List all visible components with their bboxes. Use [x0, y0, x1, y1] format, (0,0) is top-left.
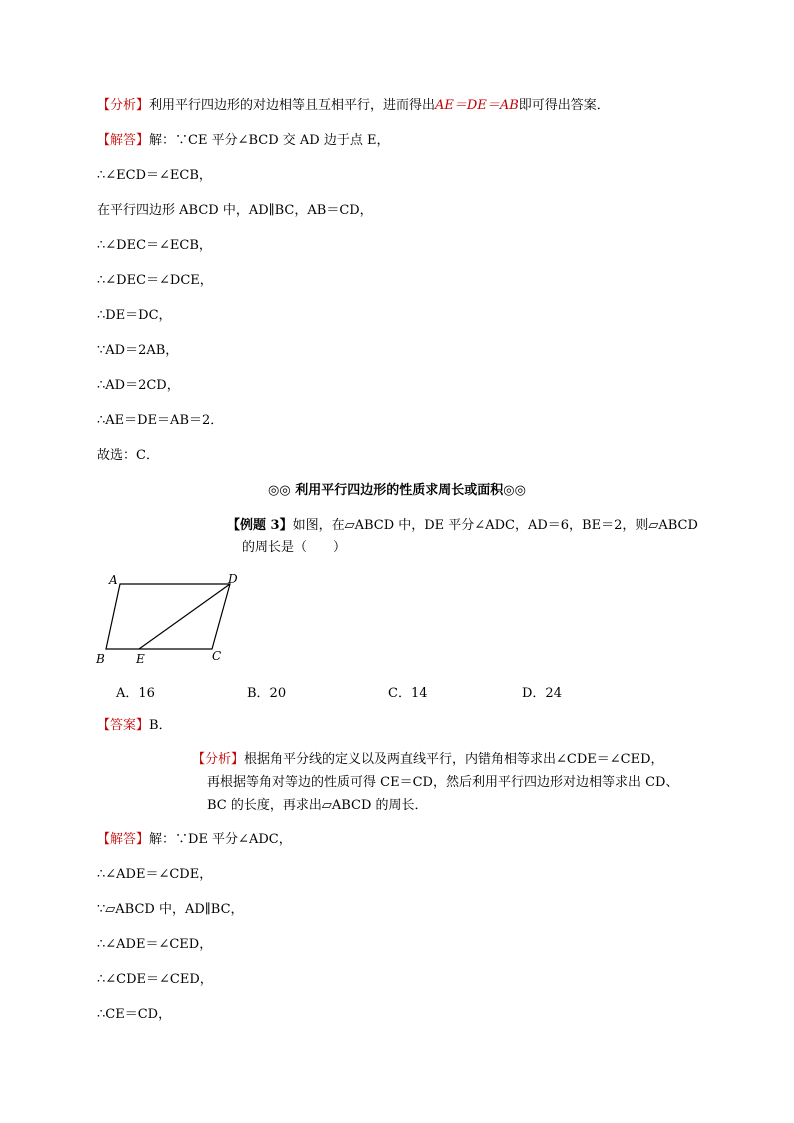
solution-1-line: ∴∠DEC＝∠DCE， — [97, 273, 213, 288]
solution-1-line: ∴∠ECD＝∠ECB， — [97, 168, 212, 183]
option-a: A．16 — [116, 686, 155, 701]
analysis-text: 根据角平分线的定义以及两直线平行，内错角相等求出∠CDE＝∠CED， — [244, 752, 664, 767]
example-text: 如图，在▱ABCD 中，DE 平分∠ADC，AD＝6，BE＝2，则▱ABCD — [292, 518, 698, 533]
solution-1-line: ∴AE＝DE＝AB＝2． — [97, 413, 224, 428]
solution-tag: 【解答】 — [97, 832, 150, 847]
analysis-expression: AE＝DE＝AB — [435, 98, 519, 113]
solution-tag: 【解答】 — [97, 133, 150, 148]
solution-2-line: ∴∠ADE＝∠CDE， — [97, 867, 213, 882]
option-b: B．20 — [247, 686, 287, 701]
label-e: E — [136, 652, 145, 666]
label-c: C — [212, 649, 222, 663]
label-b: B — [96, 652, 105, 666]
parallelogram-abcd — [106, 584, 230, 649]
segment-de — [139, 584, 230, 649]
analysis-tag: 【分析】 — [192, 752, 245, 767]
solution-1-first — [97, 132, 389, 150]
solution-2-line: ∵▱ABCD 中，AD∥BC， — [97, 902, 244, 917]
analysis-text-a: 利用平行四边形的对边相等且互相平行，进而得出 — [149, 98, 436, 113]
label-d: D — [228, 572, 238, 586]
solution-1-line: ∴DE＝DC， — [97, 308, 172, 323]
solution-text: 解：∵DE 平分∠ADC， — [149, 832, 292, 847]
answer — [97, 717, 172, 735]
analysis-2-line-1 — [192, 751, 664, 769]
solution-1-line: 故选：C． — [97, 448, 159, 463]
solution-2-first — [97, 831, 292, 849]
example-3-line-2: 的周长是（ ） — [242, 540, 347, 555]
solution-1-line: ∴∠DEC＝∠ECB， — [97, 238, 212, 253]
example-3-line-1 — [227, 517, 698, 535]
label-a: A — [109, 573, 118, 587]
answer-text: B． — [149, 718, 172, 733]
solution-2-line: ∴∠CDE＝∠CED， — [97, 972, 213, 987]
option-d: D．24 — [522, 686, 562, 701]
parallelogram-figure — [92, 568, 252, 668]
analysis-2-line-2: 再根据等角对等边的性质可得 CE＝CD，然后利用平行四边形对边相等求出 CD、 — [207, 775, 679, 790]
option-c: C．14 — [388, 686, 428, 701]
solution-1-line: ∵AD＝2AB， — [97, 343, 179, 358]
solution-2-line: ∴∠ADE＝∠CED， — [97, 937, 213, 952]
analysis-1 — [97, 97, 610, 115]
solution-1-line: ∴AD＝2CD， — [97, 378, 180, 393]
solution-text: 解：∵CE 平分∠BCD 交 AD 边于点 E， — [149, 133, 390, 148]
solution-2-line: ∴CE＝CD， — [97, 1007, 172, 1022]
solution-1-line: 在平行四边形 ABCD 中，AD∥BC，AB＝CD， — [97, 203, 373, 218]
analysis-2-line-3: BC 的长度，再求出▱ABCD 的周长． — [207, 798, 428, 813]
analysis-tag: 【分析】 — [97, 98, 150, 113]
analysis-text-b: 即可得出答案． — [518, 98, 610, 113]
answer-tag: 【答案】 — [97, 718, 150, 733]
example-tag: 【例题 3】 — [227, 518, 293, 533]
section-title: ◎◎ 利用平行四边形的性质求周长或面积◎◎ — [268, 483, 526, 498]
